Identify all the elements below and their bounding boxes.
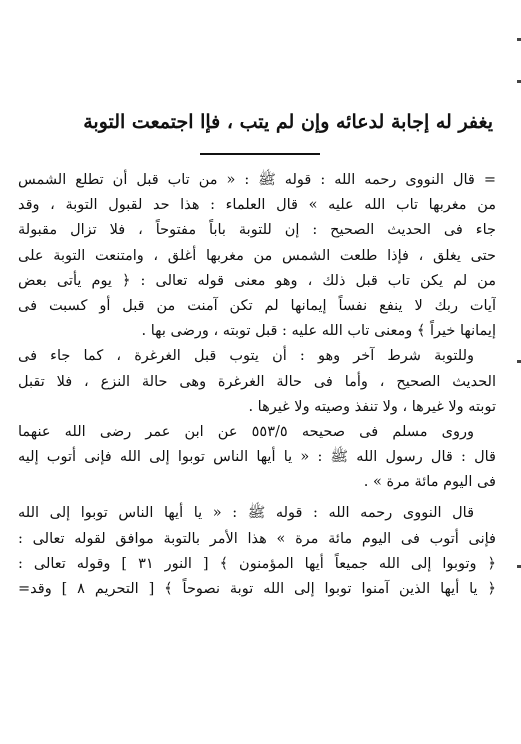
edge-mark — [517, 38, 521, 41]
text-line: فى اليوم مائة مرة » . — [363, 474, 496, 491]
paragraph — [18, 168, 496, 344]
text-line: فإنى أتوب فى اليوم مائة مرة » هذا الأمر بالتوبة موافق لقوله تعالى : — [18, 530, 496, 547]
edge-mark — [517, 360, 521, 363]
edge-mark — [517, 80, 521, 83]
heading-rule — [200, 153, 320, 155]
text-line: قال النووى رحمه الله : قوله ﷺ : « يا أيها الناس توبوا إلى الله — [18, 505, 474, 522]
text-line: قال : قال رسول الله ﷺ : « يا أيها الناس توبوا إلى الله فإنى أتوب إليه — [18, 449, 496, 466]
page-heading: يغفر له إجابة لدعائه وإن لم يتب ، فإا اجتمعت التوبة — [83, 111, 493, 133]
paragraph — [18, 501, 496, 602]
text-line: الحديث الصحيح ، وأما فى حالة الغرغرة وهى حالة النزع ، فلا تقبل — [18, 373, 496, 390]
text-line: ﴿ وتوبوا إلى الله جميعاً أيها المؤمنون ﴾ [ النور ٣١ ] وقوله تعالى : — [18, 555, 496, 572]
text-line: من مغربها تاب الله عليه » قال العلماء : هذا حد لقبول التوبة ، وقد — [18, 197, 496, 214]
paragraph — [18, 420, 496, 496]
text-line: وللتوبة شرط آخر وهو : أن يتوب قبل الغرغرة ، كما جاء فى — [18, 348, 474, 365]
text-line: من لم يكن تاب قبل ذلك ، وهو معنى قوله تعالى : ﴿ يوم يأتى بعض — [18, 272, 496, 289]
text-line: = قال النووى رحمه الله : قوله ﷺ : « من تاب قبل أن تطلع الشمس — [18, 172, 496, 188]
edge-mark — [517, 565, 521, 568]
text-line: حتى يغلق ، فإذا طلعت الشمس من مغربها أغلق ، وامتنعت التوبة على — [18, 247, 496, 264]
body-text — [18, 168, 496, 602]
text-line: آيات ربك لا ينفع نفساً إيمانها لم تكن آمنت من قبل أو كسبت فى — [18, 297, 496, 314]
paragraph — [18, 344, 496, 420]
text-line: ﴿ يا أيها الذين آمنوا توبوا إلى الله توبة نصوحاً ﴾ [ التحريم ٨ ] وقد= — [18, 581, 496, 597]
text-line: وروى مسلم فى صحيحه ٥٥٣/٥ عن ابن عمر رضى الله عنهما — [18, 423, 474, 440]
text-line: إيمانها خيراً ﴾ ومعنى تاب الله عليه : قبل توبته ، ورضى بها . — [141, 323, 496, 340]
text-line: توبته ولا غيرها ، ولا تنفذ وصيته ولا غيرها . — [248, 398, 496, 415]
text-line: جاء فى الحديث الصحيح : إن للتوبة باباً مفتوحاً ، فلا تزال مقبولة — [18, 222, 496, 239]
